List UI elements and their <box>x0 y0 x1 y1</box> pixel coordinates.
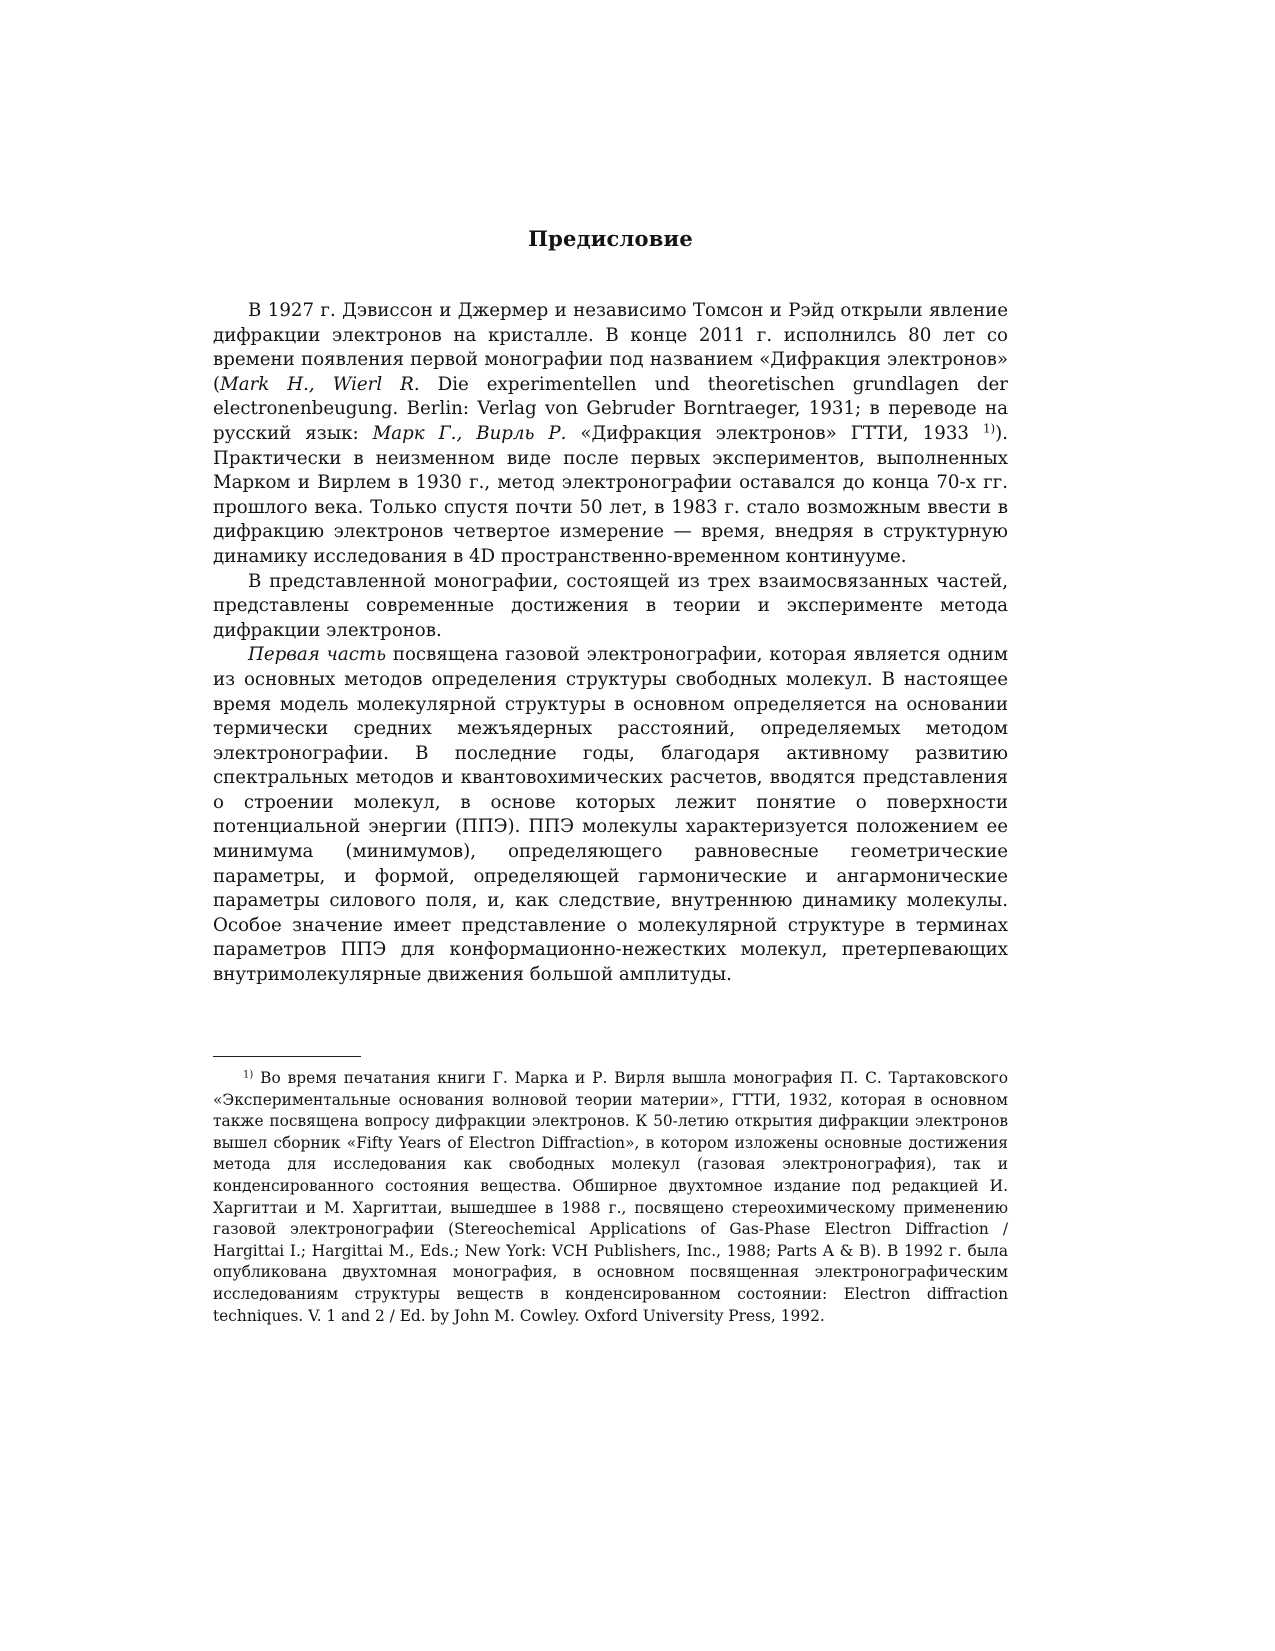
document-page <box>213 0 1008 1651</box>
paragraph-1-author-cyrillic: Марк Г., Вирль Р. <box>372 422 567 444</box>
paragraph-1-author-latin: Mark H., Wierl R. <box>220 373 420 395</box>
paragraph-3 <box>213 643 1008 987</box>
paragraph-1-text-d: ). Практически в неизменном виде после первых экспериментов, выполненных Марком и Вирлем в 1930 г., метод электронографии оставался до конца 70-х гг. прошлого века. Только спустя почти 50 лет, в 1983 г. стало возможным ввести в дифракцию электронов четвертое измерение — время, внедряя в структурную динамику исследования в 4D пространственно-временном континууме. <box>213 422 1008 567</box>
footnote-reference[interactable]: 1) <box>982 421 996 436</box>
paragraph-1-text-c: «Дифракция электронов» ГТТИ, 1933 <box>566 422 983 444</box>
paragraph-2: В представленной монографии, состоящей из трех взаимосвязанных частей, представлены современные достижения в теории и эксперименте метода дифракции электронов. <box>213 570 1008 641</box>
footnote-divider <box>213 1056 361 1057</box>
footnote-mark: 1) <box>243 1069 254 1081</box>
paragraph-1-text-a: В 1927 г. Дэвиссон и Джермер и независимо Томсон и Рэйд открыли явление дифракции электронов на кристалле. В конце 2011 г. исполнилсь 80 лет со времени появления первой монографии под названием «Дифракция электронов» ( <box>213 300 1008 395</box>
footnote <box>213 1068 1008 1327</box>
footnote-text: Во время печатания книги Г. Марка и Р. Вирля вышла монография П. С. Тартаковского «Экспериментальные основания волновой теории материи», ГТТИ, 1932, которая в основном также посвящена вопросу дифракции электронов. К 50-летию открытия дифракции электронов вышел сборник «Fifty Years of Electron Diffraction», в котором изложены основные достижения метода для исследования как свободных молекул (газовая электронография), так и конденсированного состояния вещества. Обширное двухтомное издание под редакцией И. Харгиттаи и М. Харгиттаи, вышедшее в 1988 г., посвящено стереохимическому применению газовой электронографии (Stereochemical Applications of Gas-Phase Electron Diffraction / Hargittai I.; Hargittai M., Eds.; New York: VCH Publishers, Inc., 1988; Parts A & B). В 1992 г. была опубликована двухтомная монография, в основном посвященная электронографическим исследованиям структуры веществ в конденсированном состоянии: Electron diffraction techniques. V. 1 and 2 / Ed. by John M. Cowley. Oxford University Press, 1992. <box>213 1069 1008 1325</box>
paragraph-3-text: посвящена газовой электронографии, которая является одним из основных методов определения структуры свободных молекул. В настоящее время модель молекулярной структуры в основном определяется на основании термически средних межъядерных расстояний, определяемых методом электронографии. В последние годы, благодаря активному развитию спектральных методов и квантовохимических расчетов, вводятся представления о строении молекул, в основе которых лежит понятие о поверхности потенциальной энергии (ППЭ). ППЭ молекулы характеризуется положением ее минимума (минимумов), определяющего равновесные геометрические параметры, и формой, определяющей гармонические и ангармонические параметры силового поля, и, как следствие, внутреннюю динамику молекулы. Особое значение имеет представление о молекулярной структуре в терминах параметров ППЭ для конформационно-нежестких молекул, претерпевающих внутримолекулярные движения большой амплитуды. <box>213 644 1008 986</box>
main-text <box>213 299 1008 988</box>
paragraph-1 <box>213 299 1008 570</box>
paragraph-3-lead: Первая часть <box>248 644 387 666</box>
paragraph-1-text-b: Die experimentellen und theoretischen grundlagen der electronenbeugung. Berlin: Verlag von Gebruder Borntraeger, 1931; в переводе на русский язык: <box>213 373 1008 444</box>
page-title: Предисловие <box>528 226 693 251</box>
